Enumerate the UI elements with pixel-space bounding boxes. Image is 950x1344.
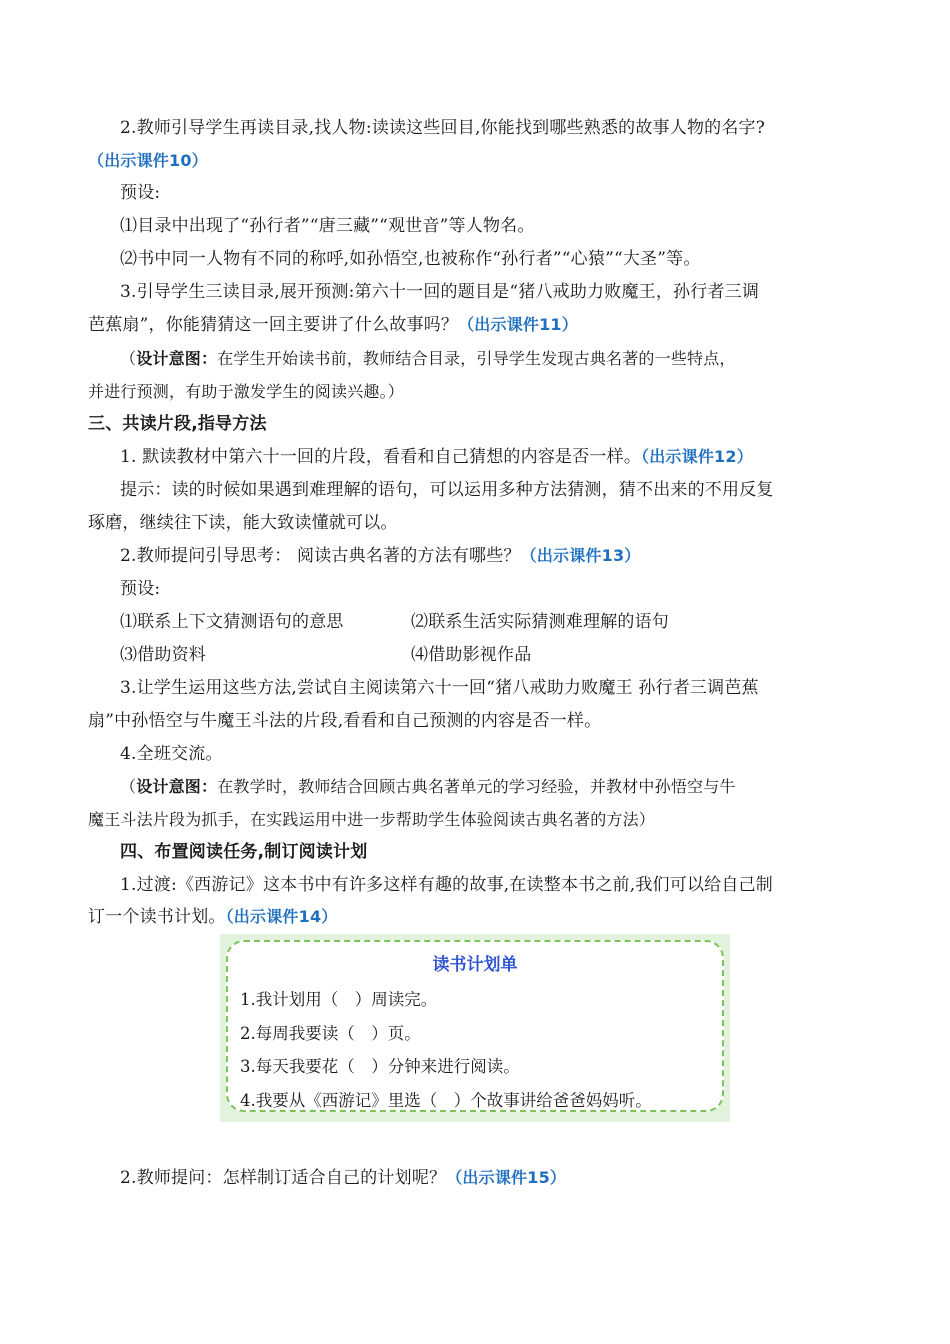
design-intent	[88, 380, 404, 404]
paragraph-text: 2.教师提问引导思考： 阅读古典名著的方法有哪些？	[120, 546, 521, 566]
paragraph-line	[88, 709, 601, 733]
paragraph-text: 琢磨，继续往下读，能大致读懂就可以。	[88, 513, 398, 533]
paragraph-line	[88, 149, 208, 173]
paragraph-line	[120, 181, 160, 205]
paragraph-line	[120, 742, 223, 766]
reading-plan-item: 3.每天我要花（ ）分钟来进行阅读。	[240, 1057, 520, 1076]
preset-label: 预设:	[120, 183, 161, 203]
paragraph-text: 3.引导学生三读目录,展开预测:第六十一回的题目是“猪八戒助力败魔王，孙行者三调	[120, 282, 760, 302]
design-intent-label: 设计意图：	[136, 349, 218, 368]
method-item: ⑶借助资料	[120, 645, 206, 665]
design-intent-text: 在教学时，教师结合回顾古典名著单元的学习经验，并教材中孙悟空与牛	[217, 777, 736, 796]
paragraph-line	[120, 873, 773, 897]
paragraph-text: 芭蕉扇”，你能猜猜这一回主要讲了什么故事吗？	[88, 315, 459, 335]
design-intent	[88, 808, 655, 832]
section-heading	[88, 412, 267, 436]
method-row	[120, 643, 206, 667]
paragraph-text: ⑵书中同一人物有不同的称呼,如孙悟空,也被称作“孙行者”“心猿”“大圣”等。	[120, 249, 701, 269]
section-heading-text: 四、布置阅读任务,制订阅读计划	[120, 842, 368, 862]
paragraph-line	[120, 247, 701, 271]
paragraph-line	[120, 116, 765, 140]
reading-plan-title: 读书计划单	[432, 955, 518, 975]
paragraph-line	[120, 478, 774, 502]
paragraph-text: 订一个读书计划。	[88, 907, 226, 927]
design-intent-label: 设计意图：	[136, 777, 218, 796]
courseware-reference: （出示课件11）	[458, 315, 578, 334]
section-heading	[120, 840, 367, 864]
paragraph-line	[120, 676, 759, 700]
paragraph-text: 3.让学生运用这些方法,尝试自主阅读第六十一回“猪八戒助力败魔王 孙行者三调芭蕉	[120, 678, 759, 698]
reading-plan-item: 2.每周我要读（ ）页。	[240, 1024, 421, 1043]
paragraph-line	[120, 214, 535, 238]
paragraph-text: 1.过渡:《西游记》这本书中有许多这样有趣的故事,在读整本书之前,我们可以给自己制	[120, 875, 773, 895]
method-item: ⑵联系生活实际猜测难理解的语句	[411, 612, 669, 632]
preset-label: 预设:	[120, 579, 161, 599]
method-item: ⑷借助影视作品	[411, 645, 532, 665]
reading-plan-border	[226, 940, 724, 1112]
design-intent-text: 魔王斗法片段为抓手，在实践运用中进一步帮助学生体验阅读古典名著的方法）	[88, 810, 656, 829]
bracket: （	[120, 777, 137, 796]
method-row	[411, 610, 669, 634]
paragraph-text: 2.教师引导学生再读目录,找人物:读读这些回目,你能找到哪些熟悉的故事人物的名字?	[120, 118, 766, 138]
design-intent	[120, 347, 736, 371]
paragraph-text: 提示：读的时候如果遇到难理解的语句，可以运用多种方法猜测，猜不出来的不用反复	[120, 480, 774, 500]
courseware-reference: （出示课件10）	[88, 151, 208, 170]
courseware-reference: （出示课件13）	[520, 546, 641, 565]
reading-plan-item: 1.我计划用（ ）周读完。	[240, 990, 438, 1009]
paragraph-text: 1. 默读教材中第六十一回的片段，看看和自己猜想的内容是否一样。	[120, 447, 642, 467]
section-heading-text: 三、共读片段,指导方法	[88, 414, 267, 434]
courseware-reference: （出示课件12）	[641, 447, 753, 466]
paragraph-text: 2.教师提问：怎样制订适合自己的计划呢？	[120, 1168, 447, 1188]
design-intent	[120, 775, 736, 799]
design-intent-text: 在学生开始读书前，教师结合目录，引导学生发现古典名著的一些特点，	[217, 349, 736, 368]
method-item: ⑴联系上下文猜测语句的意思	[120, 612, 344, 632]
method-row	[120, 610, 344, 634]
method-row	[411, 643, 531, 667]
paragraph-line	[120, 544, 641, 568]
paragraph-line	[88, 313, 578, 337]
paragraph-text: ⑴目录中出现了“孙行者”“唐三藏”“观世音”等人物名。	[120, 216, 535, 236]
courseware-reference: （出示课件14）	[225, 907, 338, 926]
reading-plan-item: 4.我要从《西游记》里选（ ）个故事讲给爸爸妈妈听。	[240, 1091, 652, 1110]
bracket: （	[120, 349, 137, 368]
design-intent-text: 并进行预测，有助于激发学生的阅读兴趣。）	[88, 382, 405, 401]
paragraph-line	[120, 577, 160, 601]
paragraph-line	[120, 1166, 566, 1190]
courseware-reference: （出示课件15）	[446, 1168, 567, 1187]
paragraph-text: 扇”中孙悟空与牛魔王斗法的片段,看看和自己预测的内容是否一样。	[88, 711, 602, 731]
paragraph-line	[88, 905, 337, 929]
paragraph-line	[88, 511, 398, 535]
paragraph-line	[120, 280, 759, 304]
paragraph-text: 4.全班交流。	[120, 744, 223, 764]
paragraph-line	[120, 445, 753, 469]
reading-plan-card	[220, 934, 730, 1122]
